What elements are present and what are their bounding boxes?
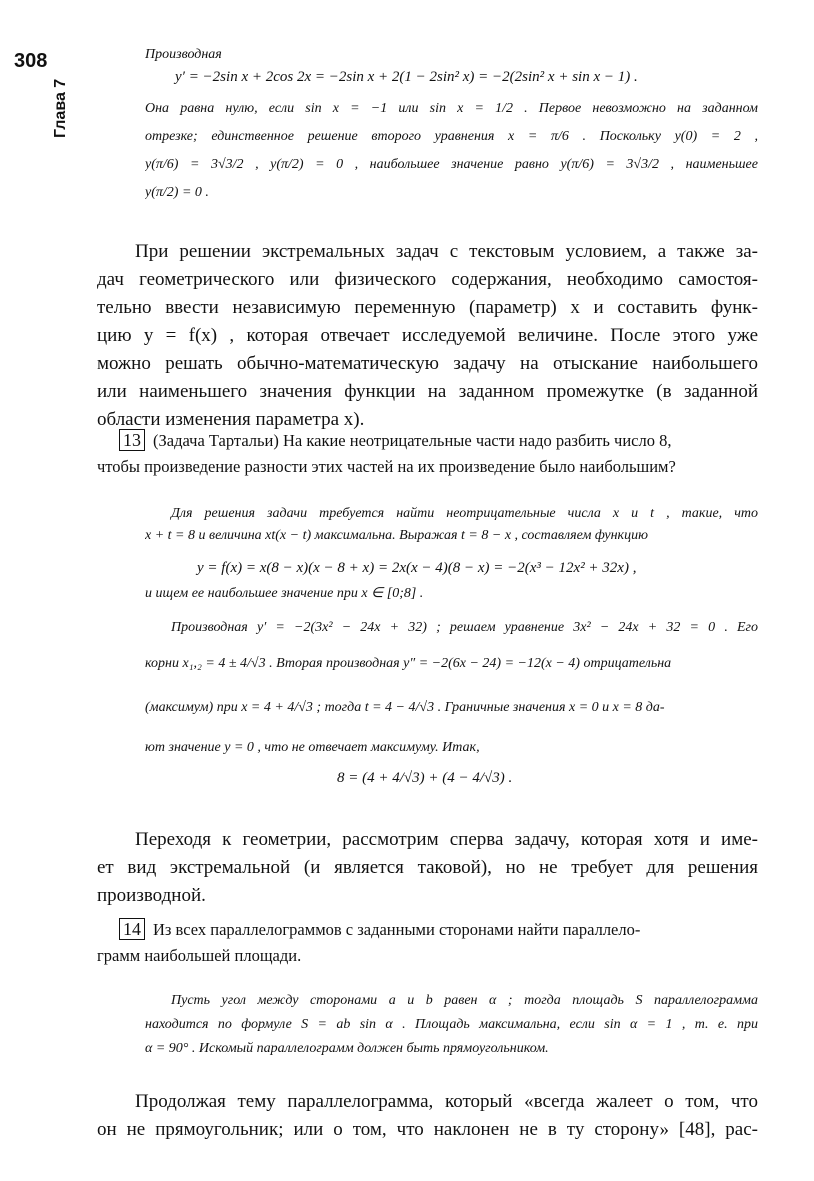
solution-text: α = 90° . Искомый параллелограмм должен быть прямоугольником. [145, 1041, 549, 1056]
problem-text: грамм наибольшей площади. [97, 946, 302, 965]
paragraph-line: цию y = f(x) , которая отвечает исследуемой величине. После этого уже [97, 325, 758, 346]
solution-text: Производная y′ = −2(3x² − 24x + 32) ; решаем уравнение 3x² − 24x + 32 = 0 . Его [171, 620, 758, 635]
paragraph-2 [97, 826, 758, 910]
solution-text: Для решения задачи требуется найти неотрицательные числа x и t , такие, что [171, 506, 758, 521]
solution-text: ют значение y = 0 , что не отвечает максимуму. Итак, [145, 740, 480, 755]
problem-text: Из всех параллелограммов с заданными сторонами найти параллело- [153, 920, 641, 939]
solution-text: Производная [145, 47, 222, 62]
solution-text: Пусть угол между сторонами a и b равен α ; тогда площадь S параллелограмма [171, 993, 758, 1008]
problem-13 [97, 428, 758, 480]
solution-text: Она равна нулю, если sin x = −1 или sin x = 1/2 . Первое невозможно на заданном [145, 101, 758, 116]
solution-text: и ищем ее наибольшее значение при x ∈ [0;8] . [145, 586, 424, 601]
paragraph-3 [97, 1088, 758, 1144]
problem-14 [97, 917, 758, 969]
page-number: 308 [14, 50, 48, 72]
solution-text: корни x₁,₂ = 4 ± 4/√3 . Вторая производная y″ = −2(6x − 24) = −12(x − 4) отрицательна [145, 656, 672, 671]
problem-text: (Задача Тартальи) На какие неотрицательные части надо разбить число 8, [153, 431, 672, 450]
problem-text: чтобы произведение разности этих частей на их произведение было наибольшим? [97, 457, 676, 476]
paragraph-line: При решении экстремальных задач с текстовым условием, а также за- [135, 241, 758, 262]
sum-formula: 8 = (4 + 4/√3) + (4 − 4/√3) . [337, 770, 513, 786]
paragraph-line: Переходя к геометрии, рассмотрим сперва задачу, которая хотя и име- [135, 829, 758, 850]
problem-number-box: 14 [119, 918, 145, 940]
paragraph-line: ет вид экстремальной (и является таковой), но не требует для решения [97, 857, 758, 878]
paragraph-line: области изменения параметра x). [97, 409, 365, 430]
solution-text: x + t = 8 и величина xt(x − t) максимальна. Выражая t = 8 − x , составляем функцию [145, 528, 648, 543]
paragraph-line: производной. [97, 885, 206, 906]
paragraph-line: тельно ввести независимую переменную (параметр) x и составить функ- [97, 297, 758, 318]
solution-text: y(π/2) = 0 . [145, 185, 209, 200]
derivative-formula: y′ = −2sin x + 2cos 2x = −2sin x + 2(1 − 2sin² x) = −2(2sin² x + sin x − 1) . [175, 69, 638, 85]
function-formula: y = f(x) = x(8 − x)(x − 8 + x) = 2x(x − 4)(8 − x) = −2(x³ − 12x² + 32x) , [197, 560, 637, 576]
chapter-label: Глава 7 [52, 78, 69, 138]
paragraph-line: или наименьшего значения функции на заданном промежутке (в заданной [97, 381, 758, 402]
paragraph-line: Продолжая тему параллелограмма, который «всегда жалеет о том, что [135, 1091, 758, 1112]
solution-text: отрезке; единственное решение второго уравнения x = π/6 . Поскольку y(0) = 2 , [145, 129, 758, 144]
problem-number-box: 13 [119, 429, 145, 451]
paragraph-line: можно решать обычно-математическую задачу на отыскание наибольшего [97, 353, 758, 374]
solution-block-1 [145, 44, 758, 204]
paragraph-line: он не прямоугольник; или о том, что наклонен не в ту сторону» [48], рас- [97, 1119, 758, 1140]
solution-block-3 [145, 990, 758, 1060]
solution-text: y(π/6) = 3√3/2 , y(π/2) = 0 , наибольшее значение равно y(π/6) = 3√3/2 , наименьшее [145, 157, 758, 172]
solution-block-2 [145, 503, 758, 789]
paragraph-line: дач геометрического или физического содержания, необходимо самостоя- [97, 269, 758, 290]
paragraph-1 [97, 238, 758, 434]
solution-text: находится по формуле S = ab sin α . Площадь максимальна, если sin α = 1 , т. е. при [145, 1017, 758, 1032]
solution-text: (максимум) при x = 4 + 4/√3 ; тогда t = 4 − 4/√3 . Граничные значения x = 0 и x = 8 да- [145, 700, 665, 715]
